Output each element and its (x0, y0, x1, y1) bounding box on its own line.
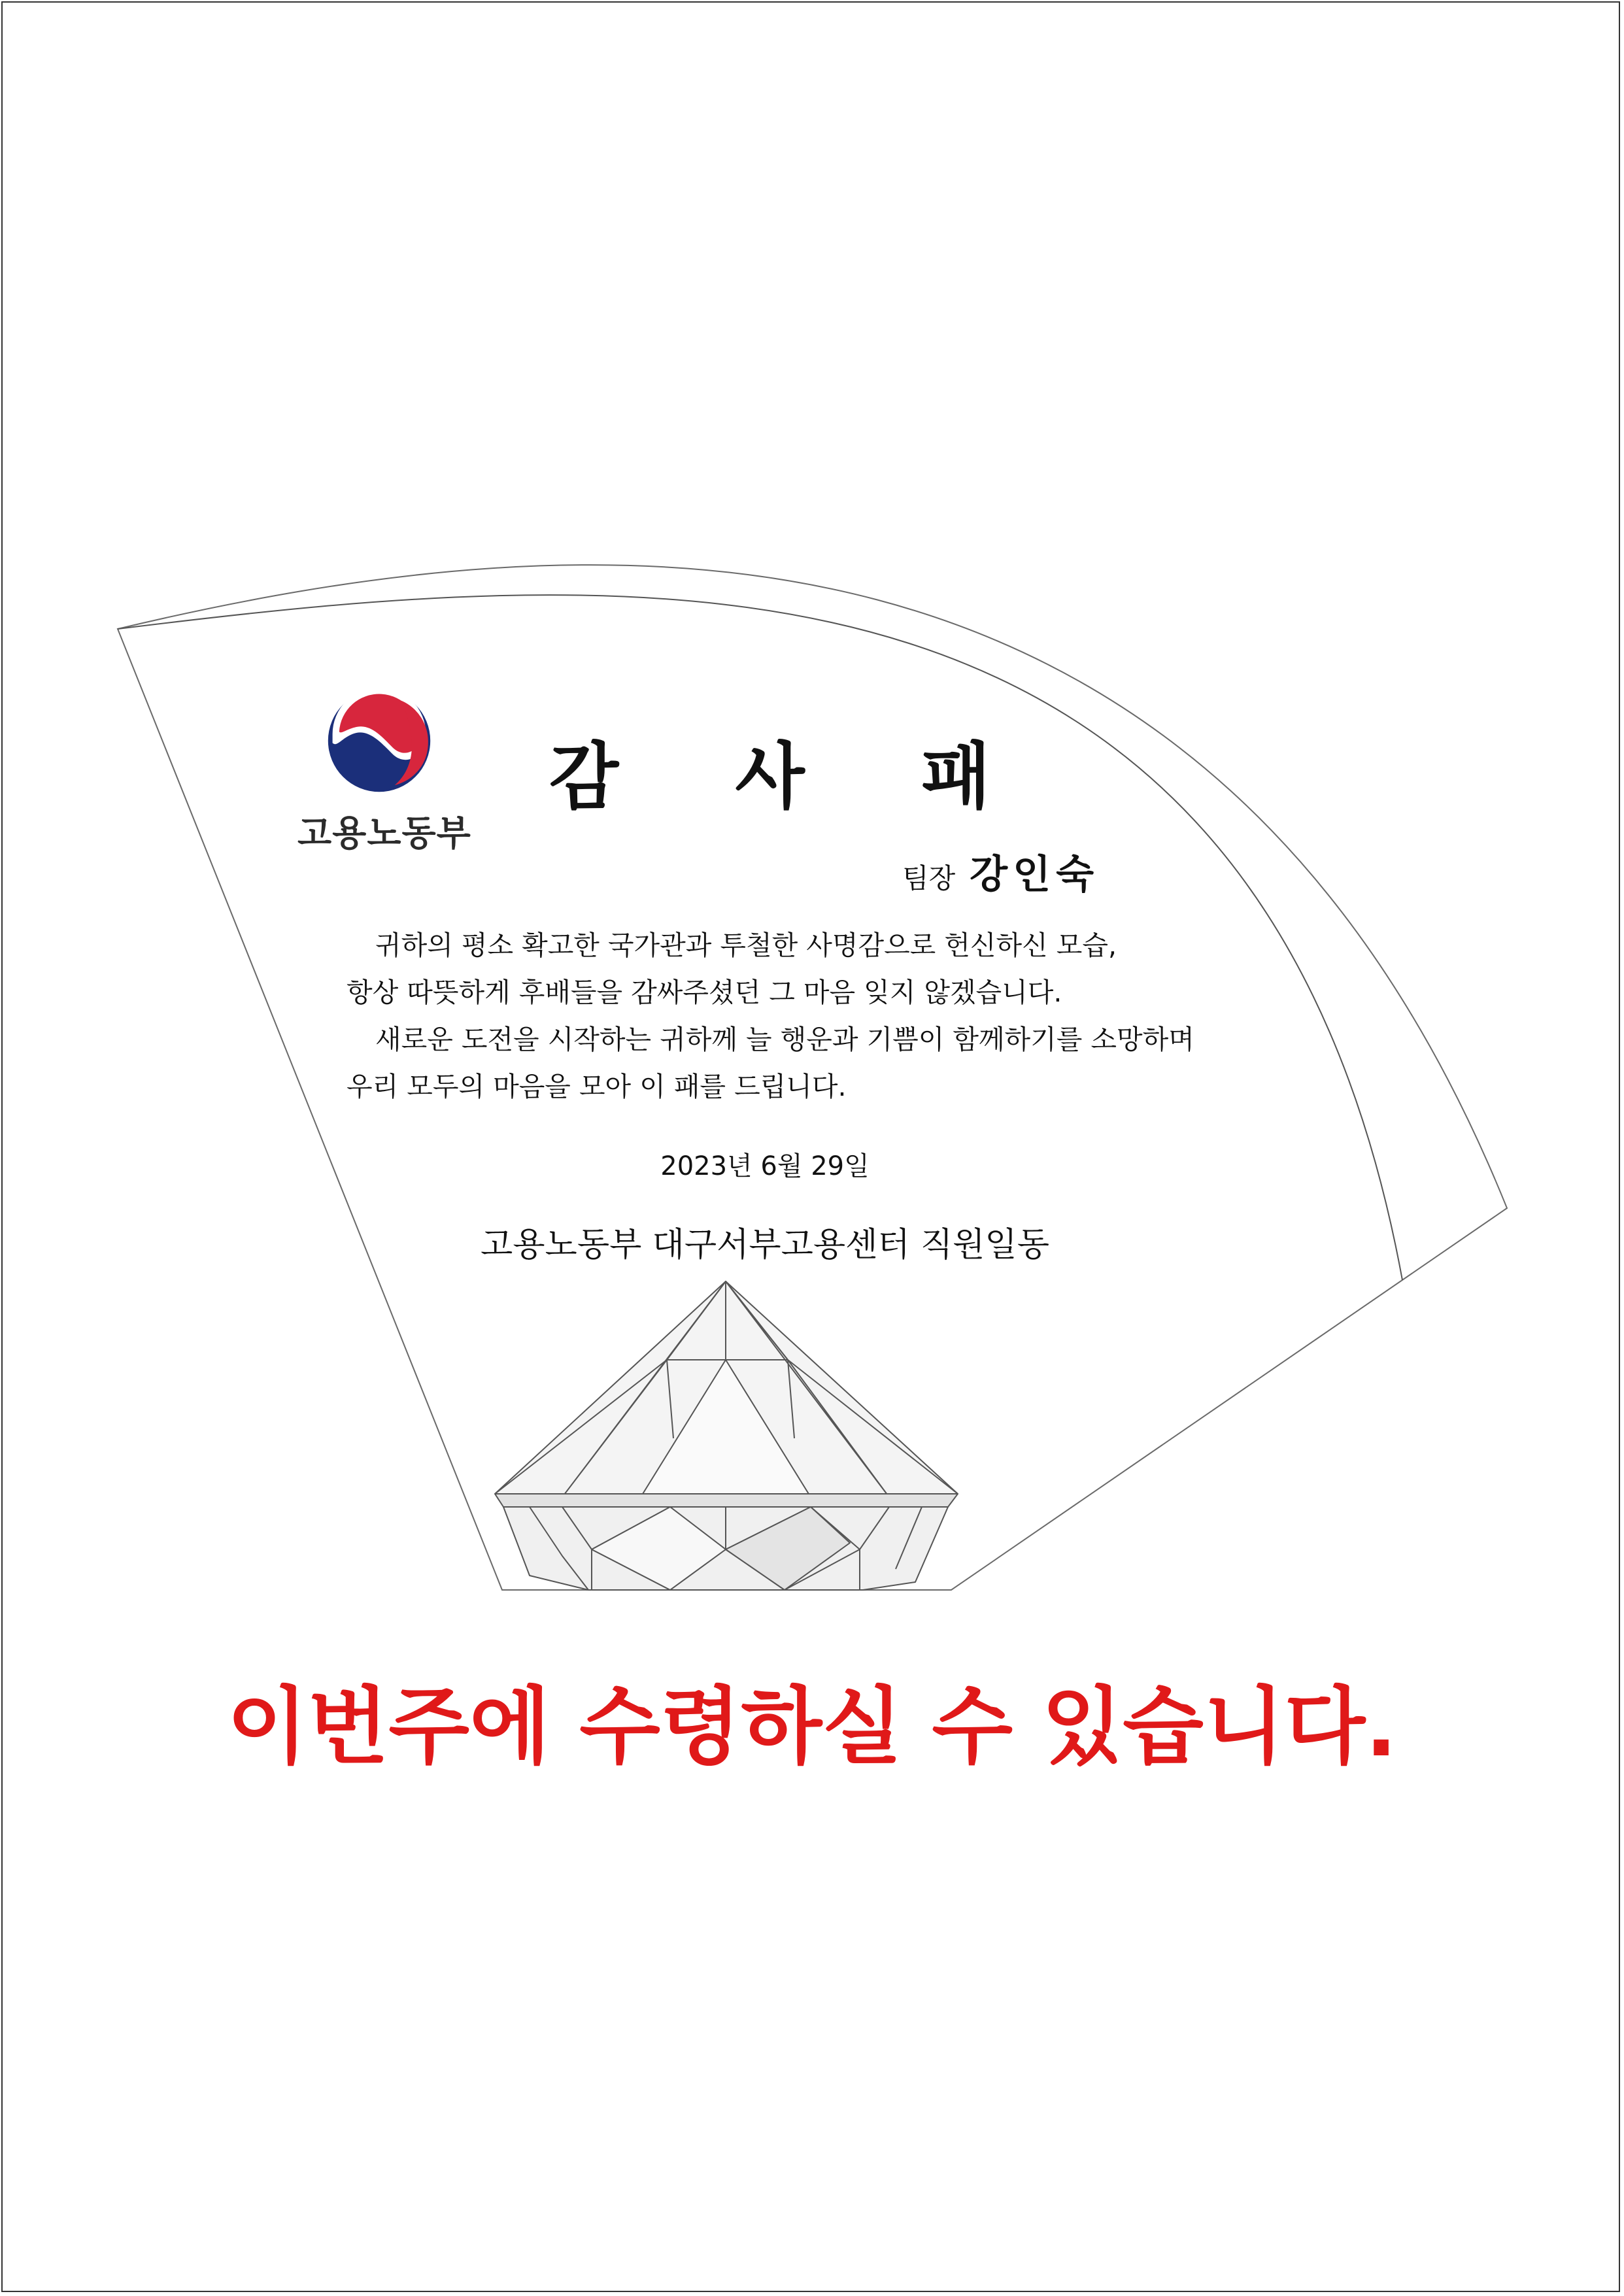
pickup-notice: 이번주에 수령하실 수 있습니다. (227, 1678, 1397, 1776)
diamond-icon (495, 1281, 958, 1590)
ministry-logo-text: 고용노동부 (297, 813, 471, 854)
recipient-name: 강인숙 (970, 852, 1100, 898)
recipient-role: 팀장 (902, 862, 956, 894)
plaque-date: 2023년 6월 29일 (660, 1151, 870, 1181)
taegeuk-emblem-icon (324, 685, 435, 796)
recipient (902, 843, 1099, 900)
plaque-organization: 고용노동부 대구서부고용센터 직원일동 (481, 1226, 1049, 1264)
body-line: 우리 모두의 마음을 모아 이 패를 드립니다. (347, 1071, 847, 1102)
plaque-body (347, 922, 1216, 1110)
plaque-title: 감 사 패 (549, 735, 1037, 819)
body-line: 항상 따뜻하게 후배들을 감싸주셨던 그 마음 잊지 않겠습니다. (347, 977, 1062, 1008)
body-line: 새로운 도전을 시작하는 귀하께 늘 행운과 기쁨이 함께하기를 소망하며 (375, 1024, 1194, 1055)
body-line: 귀하의 평소 확고한 국가관과 투철한 사명감으로 헌신하신 모습, (375, 930, 1117, 961)
